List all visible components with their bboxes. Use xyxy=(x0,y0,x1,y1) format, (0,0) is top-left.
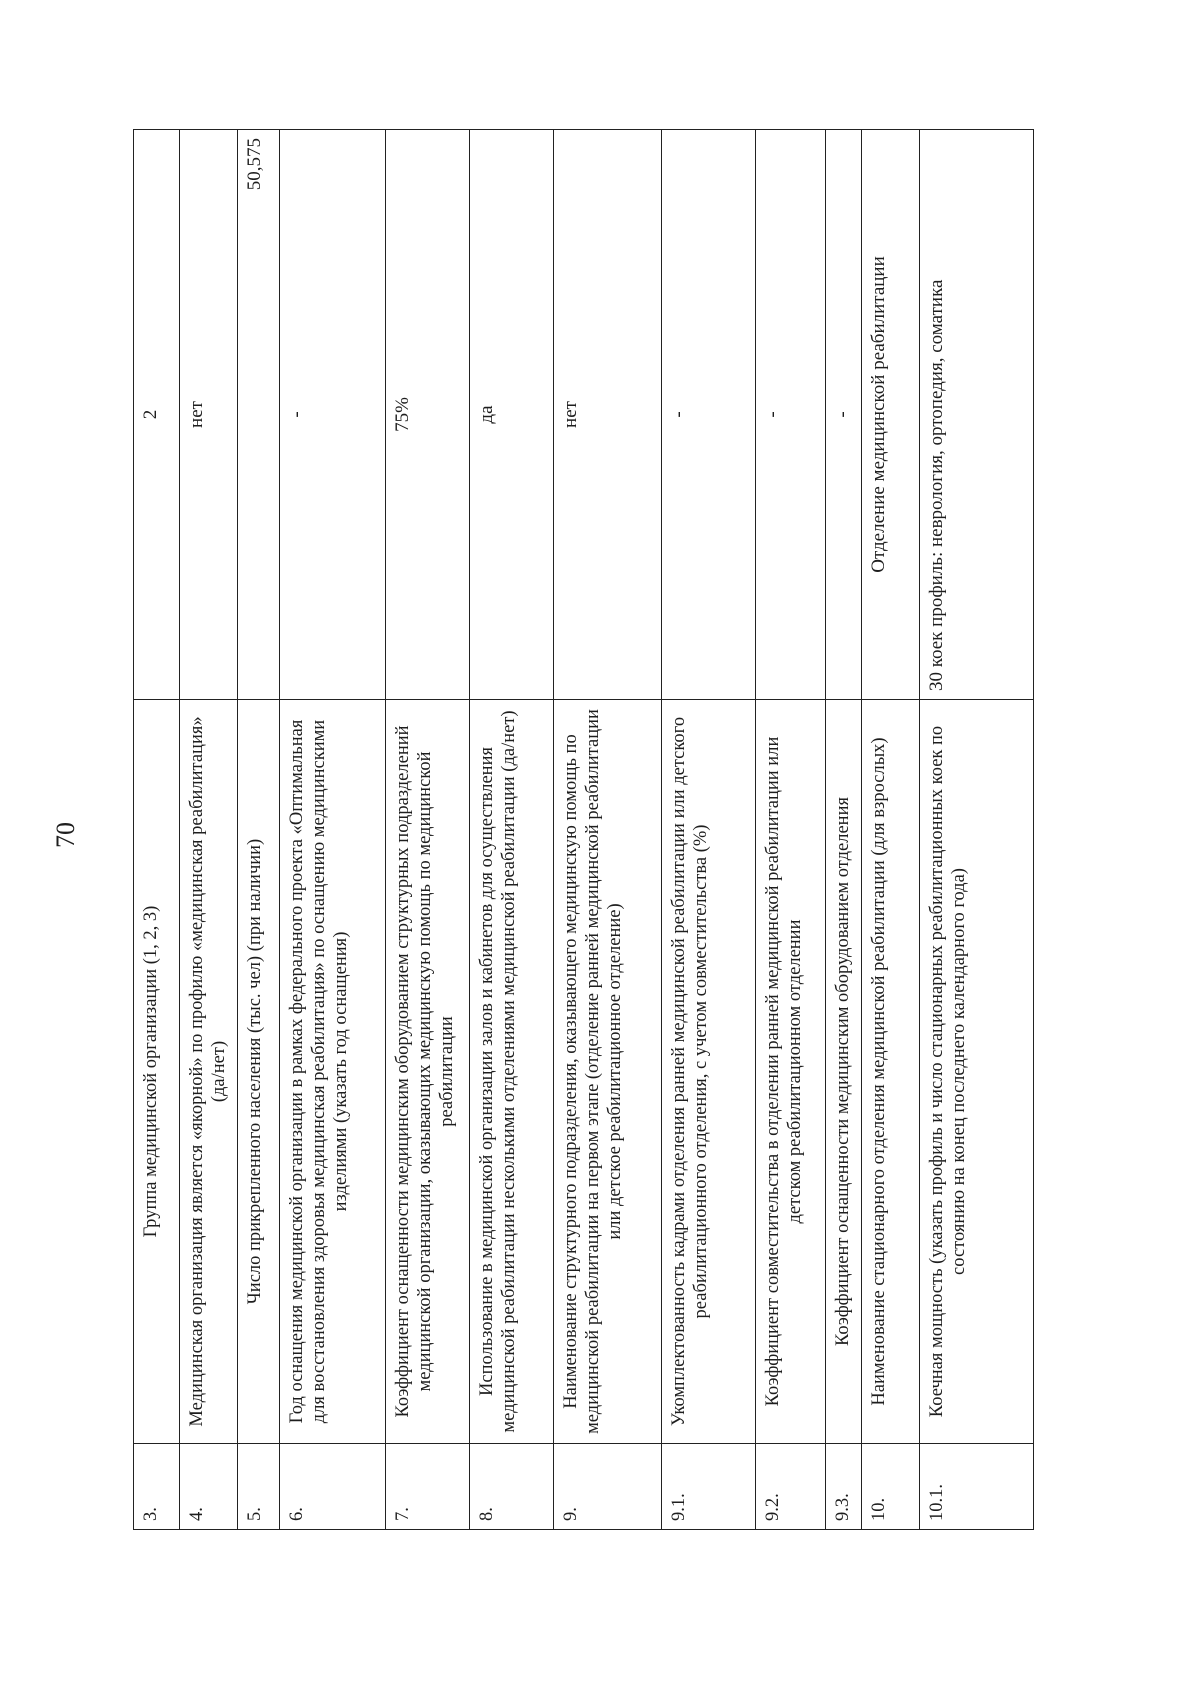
row-value: нет xyxy=(180,130,238,700)
table-row xyxy=(470,130,554,1530)
row-label: Коечная мощность (указать профиль и число стационарных реабилитационных коек по состоянию на конец последнего календарного года) xyxy=(920,700,1034,1444)
row-number: 10. xyxy=(862,1444,920,1530)
row-label: Укомплектованность кадрами отделения ранней медицинской реабилитации или детского реабилитационного отделения, с учетом совместительства (%) xyxy=(662,700,756,1444)
row-value: Отделение медицинской реабилитации xyxy=(862,130,920,700)
row-label: Число прикрепленного населения (тыс. чел) (при наличии) xyxy=(238,700,280,1444)
row-number: 9. xyxy=(554,1444,662,1530)
row-value: - xyxy=(280,130,386,700)
row-label: Коэффициент совместительства в отделении ранней медицинской реабилитации или детском реабилитационном отделении xyxy=(756,700,826,1444)
table-row xyxy=(134,130,180,1530)
row-number: 9.1. xyxy=(662,1444,756,1530)
row-label: Использование в медицинской организации залов и кабинетов для осуществления медицинской реабилитации несколькими отделениями медицинской реабилитации (да/нет) xyxy=(470,700,554,1444)
page-number: 70 xyxy=(51,822,80,848)
row-value: да xyxy=(470,130,554,700)
row-value: 75% xyxy=(386,130,470,700)
row-number: 3. xyxy=(134,1444,180,1530)
row-number: 10.1. xyxy=(920,1444,1034,1530)
table-row xyxy=(862,130,920,1530)
row-number: 4. xyxy=(180,1444,238,1530)
table-row xyxy=(920,130,1034,1530)
table-row xyxy=(238,130,280,1530)
indicators-table xyxy=(133,129,1034,1530)
table-row xyxy=(386,130,470,1530)
row-value: нет xyxy=(554,130,662,700)
row-label: Коэффициент оснащенности медицинским оборудованием отделения xyxy=(826,700,862,1444)
row-number: 7. xyxy=(386,1444,470,1530)
row-value: - xyxy=(756,130,826,700)
row-label: Наименование стационарного отделения медицинской реабилитации (для взрослых) xyxy=(862,700,920,1444)
row-value: 50,575 xyxy=(238,130,280,700)
table-row xyxy=(180,130,238,1530)
table-row xyxy=(280,130,386,1530)
row-label: Коэффициент оснащенности медицинским оборудованием структурных подразделений медицинской организации, оказывающих медицинскую помощь по медицинской реабилитации xyxy=(386,700,470,1444)
row-value: - xyxy=(826,130,862,700)
table-row xyxy=(826,130,862,1530)
row-label: Группа медицинской организации (1, 2, 3) xyxy=(134,700,180,1444)
row-value: 2 xyxy=(134,130,180,700)
row-number: 6. xyxy=(280,1444,386,1530)
row-label: Год оснащения медицинской организации в рамках федерального проекта «Оптимальная для восстановления здоровья медицинская реабилитация» по оснащению медицинскими изделиями (указать год оснащения) xyxy=(280,700,386,1444)
rotated-table-wrapper xyxy=(133,130,1033,1530)
table-row xyxy=(756,130,826,1530)
table-row xyxy=(662,130,756,1530)
row-number: 5. xyxy=(238,1444,280,1530)
row-number: 9.2. xyxy=(756,1444,826,1530)
row-number: 8. xyxy=(470,1444,554,1530)
row-value: 30 коек профиль: неврология, ортопедия, соматика xyxy=(920,130,1034,700)
row-number: 9.3. xyxy=(826,1444,862,1530)
row-value: - xyxy=(662,130,756,700)
row-label: Наименование структурного подразделения, оказывающего медицинскую помощь по медицинской реабилитации на первом этапе (отделение ранней медицинской реабилитации или детское реабилитационное отделение) xyxy=(554,700,662,1444)
table-row xyxy=(554,130,662,1530)
row-label: Медицинская организация является «якорной» по профилю «медицинская реабилитация» (да/нет) xyxy=(180,700,238,1444)
